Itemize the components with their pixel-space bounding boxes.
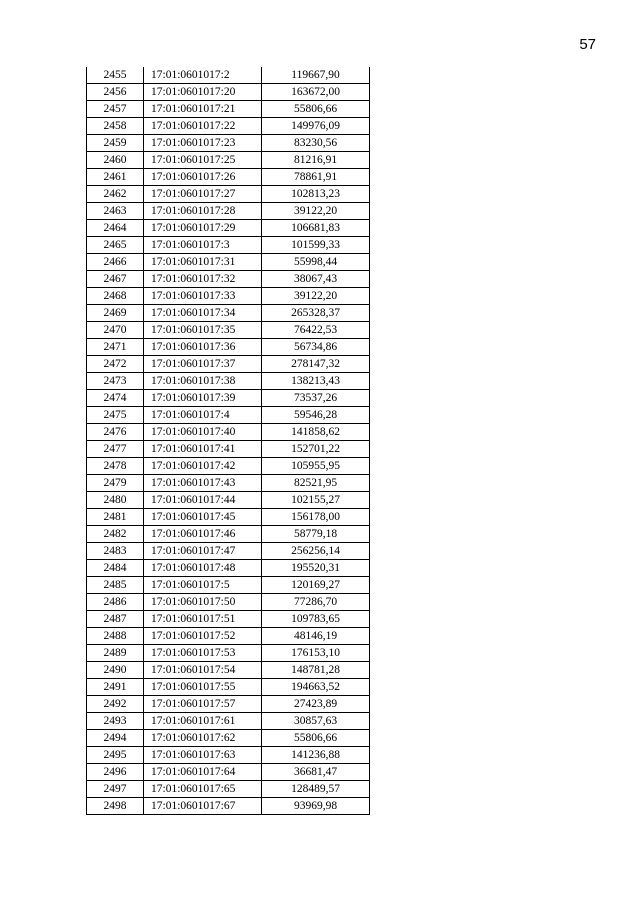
table-row — [87, 679, 370, 696]
row-number-cell: 2486 — [87, 594, 144, 611]
table-row — [87, 560, 370, 577]
table-row — [87, 288, 370, 305]
cadastral-number-cell: 17:01:0601017:67 — [144, 798, 262, 815]
row-number-cell: 2464 — [87, 220, 144, 237]
value-cell: 39122,20 — [262, 203, 370, 220]
row-number-cell: 2470 — [87, 322, 144, 339]
value-cell: 278147,32 — [262, 356, 370, 373]
row-number-cell: 2493 — [87, 713, 144, 730]
row-number-cell: 2484 — [87, 560, 144, 577]
table-row — [87, 441, 370, 458]
table-row — [87, 475, 370, 492]
table-row — [87, 662, 370, 679]
cadastral-number-cell: 17:01:0601017:62 — [144, 730, 262, 747]
table-row — [87, 696, 370, 713]
cadastral-number-cell: 17:01:0601017:45 — [144, 509, 262, 526]
row-number-cell: 2475 — [87, 407, 144, 424]
value-cell: 81216,91 — [262, 152, 370, 169]
table-row — [87, 271, 370, 288]
table-row — [87, 118, 370, 135]
table-row — [87, 101, 370, 118]
value-cell: 55806,66 — [262, 730, 370, 747]
value-cell: 152701,22 — [262, 441, 370, 458]
row-number-cell: 2457 — [87, 101, 144, 118]
cadastral-number-cell: 17:01:0601017:50 — [144, 594, 262, 611]
table-row — [87, 458, 370, 475]
row-number-cell: 2491 — [87, 679, 144, 696]
value-cell: 105955,95 — [262, 458, 370, 475]
value-cell: 82521,95 — [262, 475, 370, 492]
row-number-cell: 2469 — [87, 305, 144, 322]
value-cell: 195520,31 — [262, 560, 370, 577]
value-cell: 156178,00 — [262, 509, 370, 526]
row-number-cell: 2474 — [87, 390, 144, 407]
row-number-cell: 2492 — [87, 696, 144, 713]
cadastral-number-cell: 17:01:0601017:36 — [144, 339, 262, 356]
row-number-cell: 2495 — [87, 747, 144, 764]
cadastral-number-cell: 17:01:0601017:61 — [144, 713, 262, 730]
row-number-cell: 2465 — [87, 237, 144, 254]
value-cell: 109783,65 — [262, 611, 370, 628]
table-row — [87, 781, 370, 798]
table-row — [87, 84, 370, 101]
table-row — [87, 730, 370, 747]
cadastral-number-cell: 17:01:0601017:27 — [144, 186, 262, 203]
value-cell: 163672,00 — [262, 84, 370, 101]
row-number-cell: 2463 — [87, 203, 144, 220]
table-row — [87, 611, 370, 628]
table-row — [87, 186, 370, 203]
value-cell: 119667,90 — [262, 67, 370, 84]
value-cell: 106681,83 — [262, 220, 370, 237]
row-number-cell: 2476 — [87, 424, 144, 441]
row-number-cell: 2494 — [87, 730, 144, 747]
table-row — [87, 492, 370, 509]
table-row — [87, 305, 370, 322]
row-number-cell: 2466 — [87, 254, 144, 271]
row-number-cell: 2482 — [87, 526, 144, 543]
value-cell: 93969,98 — [262, 798, 370, 815]
cadastral-number-cell: 17:01:0601017:51 — [144, 611, 262, 628]
row-number-cell: 2467 — [87, 271, 144, 288]
cadastral-number-cell: 17:01:0601017:33 — [144, 288, 262, 305]
cadastral-number-cell: 17:01:0601017:21 — [144, 101, 262, 118]
row-number-cell: 2458 — [87, 118, 144, 135]
cadastral-number-cell: 17:01:0601017:47 — [144, 543, 262, 560]
value-cell: 76422,53 — [262, 322, 370, 339]
cadastral-number-cell: 17:01:0601017:43 — [144, 475, 262, 492]
value-cell: 128489,57 — [262, 781, 370, 798]
table-row — [87, 764, 370, 781]
value-cell: 256256,14 — [262, 543, 370, 560]
cadastral-number-cell: 17:01:0601017:35 — [144, 322, 262, 339]
cadastral-number-cell: 17:01:0601017:20 — [144, 84, 262, 101]
value-cell: 73537,26 — [262, 390, 370, 407]
page-number: 57 — [579, 36, 596, 53]
row-number-cell: 2483 — [87, 543, 144, 560]
cadastral-number-cell: 17:01:0601017:4 — [144, 407, 262, 424]
cadastral-number-cell: 17:01:0601017:42 — [144, 458, 262, 475]
value-cell: 78861,91 — [262, 169, 370, 186]
row-number-cell: 2478 — [87, 458, 144, 475]
row-number-cell: 2462 — [87, 186, 144, 203]
value-cell: 39122,20 — [262, 288, 370, 305]
table-row — [87, 254, 370, 271]
row-number-cell: 2490 — [87, 662, 144, 679]
row-number-cell: 2468 — [87, 288, 144, 305]
value-cell: 30857,63 — [262, 713, 370, 730]
value-cell: 59546,28 — [262, 407, 370, 424]
table-row — [87, 747, 370, 764]
table-row — [87, 373, 370, 390]
value-cell: 102813,23 — [262, 186, 370, 203]
table-row — [87, 339, 370, 356]
cadastral-number-cell: 17:01:0601017:55 — [144, 679, 262, 696]
cadastral-number-cell: 17:01:0601017:65 — [144, 781, 262, 798]
row-number-cell: 2471 — [87, 339, 144, 356]
row-number-cell: 2477 — [87, 441, 144, 458]
row-number-cell: 2459 — [87, 135, 144, 152]
table-row — [87, 645, 370, 662]
row-number-cell: 2480 — [87, 492, 144, 509]
table-row — [87, 135, 370, 152]
table-row — [87, 628, 370, 645]
cadastral-number-cell: 17:01:0601017:34 — [144, 305, 262, 322]
cadastral-number-cell: 17:01:0601017:40 — [144, 424, 262, 441]
value-cell: 27423,89 — [262, 696, 370, 713]
row-number-cell: 2479 — [87, 475, 144, 492]
row-number-cell: 2498 — [87, 798, 144, 815]
cadastral-number-cell: 17:01:0601017:39 — [144, 390, 262, 407]
table-row — [87, 509, 370, 526]
table-row — [87, 390, 370, 407]
table-body — [87, 67, 370, 815]
value-cell: 36681,47 — [262, 764, 370, 781]
value-cell: 265328,37 — [262, 305, 370, 322]
value-cell: 176153,10 — [262, 645, 370, 662]
row-number-cell: 2497 — [87, 781, 144, 798]
value-cell: 141858,62 — [262, 424, 370, 441]
row-number-cell: 2455 — [87, 67, 144, 84]
cadastral-number-cell: 17:01:0601017:31 — [144, 254, 262, 271]
row-number-cell: 2488 — [87, 628, 144, 645]
cadastral-number-cell: 17:01:0601017:28 — [144, 203, 262, 220]
table-row — [87, 356, 370, 373]
cadastral-number-cell: 17:01:0601017:46 — [144, 526, 262, 543]
cadastral-number-cell: 17:01:0601017:3 — [144, 237, 262, 254]
cadastral-number-cell: 17:01:0601017:41 — [144, 441, 262, 458]
table-row — [87, 220, 370, 237]
row-number-cell: 2472 — [87, 356, 144, 373]
table-row — [87, 152, 370, 169]
table-row — [87, 322, 370, 339]
table-row — [87, 577, 370, 594]
value-cell: 141236,88 — [262, 747, 370, 764]
table-row — [87, 203, 370, 220]
value-cell: 77286,70 — [262, 594, 370, 611]
table-row — [87, 594, 370, 611]
value-cell: 194663,52 — [262, 679, 370, 696]
table-row — [87, 424, 370, 441]
row-number-cell: 2461 — [87, 169, 144, 186]
cadastral-number-cell: 17:01:0601017:48 — [144, 560, 262, 577]
cadastral-number-cell: 17:01:0601017:54 — [144, 662, 262, 679]
cadastral-number-cell: 17:01:0601017:26 — [144, 169, 262, 186]
value-cell: 58779,18 — [262, 526, 370, 543]
value-cell: 38067,43 — [262, 271, 370, 288]
row-number-cell: 2485 — [87, 577, 144, 594]
row-number-cell: 2456 — [87, 84, 144, 101]
table-row — [87, 526, 370, 543]
row-number-cell: 2460 — [87, 152, 144, 169]
table-row — [87, 169, 370, 186]
cadastral-number-cell: 17:01:0601017:38 — [144, 373, 262, 390]
cadastral-number-cell: 17:01:0601017:2 — [144, 67, 262, 84]
row-number-cell: 2481 — [87, 509, 144, 526]
cadastral-number-cell: 17:01:0601017:29 — [144, 220, 262, 237]
value-cell: 48146,19 — [262, 628, 370, 645]
value-cell: 120169,27 — [262, 577, 370, 594]
value-cell: 102155,27 — [262, 492, 370, 509]
cadastral-number-cell: 17:01:0601017:63 — [144, 747, 262, 764]
row-number-cell: 2496 — [87, 764, 144, 781]
data-table — [86, 67, 370, 815]
value-cell: 149976,09 — [262, 118, 370, 135]
value-cell: 148781,28 — [262, 662, 370, 679]
table-row — [87, 543, 370, 560]
table-row — [87, 713, 370, 730]
value-cell: 55806,66 — [262, 101, 370, 118]
value-cell: 138213,43 — [262, 373, 370, 390]
cadastral-number-cell: 17:01:0601017:57 — [144, 696, 262, 713]
cadastral-number-cell: 17:01:0601017:22 — [144, 118, 262, 135]
cadastral-number-cell: 17:01:0601017:52 — [144, 628, 262, 645]
cadastral-number-cell: 17:01:0601017:53 — [144, 645, 262, 662]
table-row — [87, 67, 370, 84]
cadastral-number-cell: 17:01:0601017:64 — [144, 764, 262, 781]
row-number-cell: 2489 — [87, 645, 144, 662]
value-cell: 56734,86 — [262, 339, 370, 356]
value-cell: 101599,33 — [262, 237, 370, 254]
row-number-cell: 2487 — [87, 611, 144, 628]
cadastral-number-cell: 17:01:0601017:44 — [144, 492, 262, 509]
table-row — [87, 407, 370, 424]
row-number-cell: 2473 — [87, 373, 144, 390]
cadastral-number-cell: 17:01:0601017:25 — [144, 152, 262, 169]
cadastral-number-cell: 17:01:0601017:37 — [144, 356, 262, 373]
table-row — [87, 237, 370, 254]
value-cell: 83230,56 — [262, 135, 370, 152]
cadastral-number-cell: 17:01:0601017:5 — [144, 577, 262, 594]
cadastral-number-cell: 17:01:0601017:32 — [144, 271, 262, 288]
table-row — [87, 798, 370, 815]
value-cell: 55998,44 — [262, 254, 370, 271]
cadastral-number-cell: 17:01:0601017:23 — [144, 135, 262, 152]
